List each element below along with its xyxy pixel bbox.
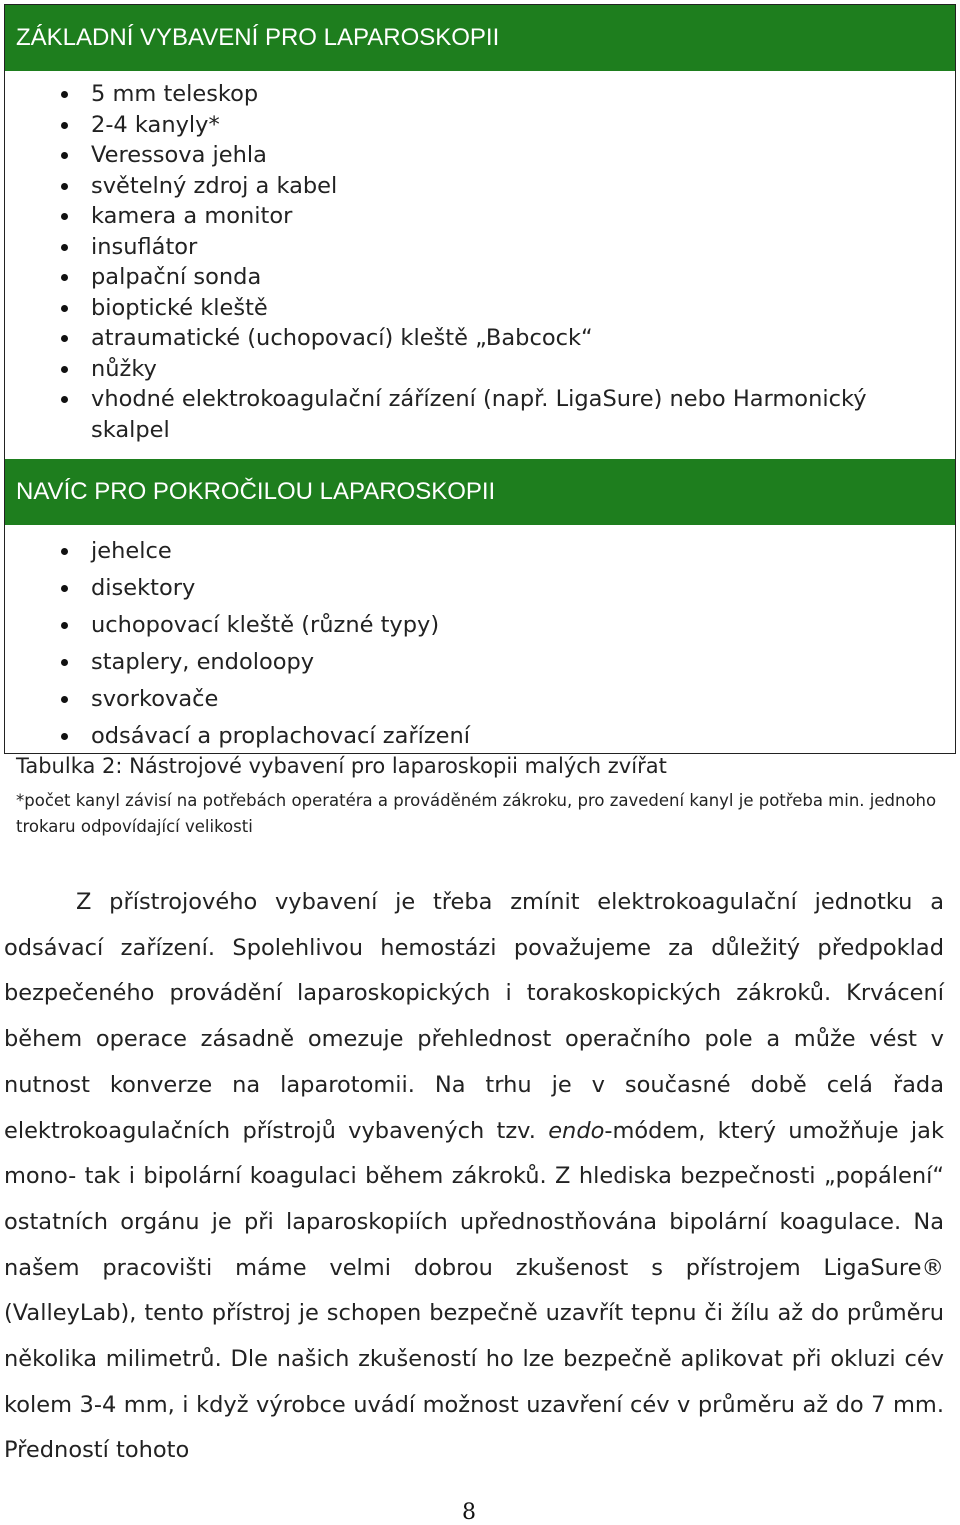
advanced-equipment-heading: NAVÍC PRO POKROČILOU LAPAROSKOPII [5,459,955,525]
list-item: palpační sonda [5,262,955,293]
body-paragraph [4,880,944,1474]
table-footnote: *počet kanyl závisí na potřebách operatéra a prováděném zákroku, pro zavedení kanyl je potřeba min. jednoho trokaru odpovídající velikosti [16,791,937,836]
advanced-equipment-list [5,533,955,755]
list-item: bioptické kleště [5,293,955,324]
list-item: Veressova jehla [5,140,955,171]
equipment-table [4,4,956,754]
page-number: 8 [462,1500,476,1525]
list-item: 5 mm teleskop [5,79,955,110]
list-item: staplery, endoloopy [5,644,955,681]
list-item: disektory [5,570,955,607]
list-item: jehelce [5,533,955,570]
paragraph-text-part1: Z přístrojového vybavení je třeba zmínit elektrokoagulační jednotku a odsávací zařízení. Spolehlivou hemostázi považujeme za důležitý předpoklad bezpečeného provádění laparoskopických i torakoskopických zákroků. Krvácení během operace zásadně omezuje přehlednost operačního pole a může vést v nutnost konverze na laparotomii. Na trhu je v současné době celá řada elektrokoagulačních přístrojů vybavených tzv. [4,889,944,1144]
basic-equipment-list [5,79,955,445]
list-item: uchopovací kleště (různé typy) [5,607,955,644]
list-item: atraumatické (uchopovací) kleště „Babcock“ [5,323,955,354]
list-item: nůžky [5,354,955,385]
list-item: kamera a monitor [5,201,955,232]
list-item: odsávací a proplachovací zařízení [5,718,955,755]
list-item: svorkovače [5,681,955,718]
basic-equipment-heading: ZÁKLADNÍ VYBAVENÍ PRO LAPAROSKOPII [5,5,955,71]
list-item: insuflátor [5,232,955,263]
table-caption: Tabulka 2: Nástrojové vybavení pro laparoskopii malých zvířat [16,754,667,778]
list-item: světelný zdroj a kabel [5,171,955,202]
list-item: vhodné elektrokoagulační zářízení (např. LigaSure) nebo Harmonický skalpel [5,384,955,445]
paragraph-text-part2: -módem, který umožňuje jak mono- tak i bipolární koagulaci během zákroků. Z hlediska bezpečnosti „popálení“ ostatních orgánu je při laparoskopiích upřednostňována bipolární koagulace. Na našem pracovišti máme velmi dobrou zkušenost s přístrojem LigaSure® (ValleyLab), tento přístroj je schopen bezpečně uzavřít tepnu či žílu až do průměru několika milimetrů. Dle našich zkušeností ho lze bezpečně aplikovat při okluzi cév kolem 3-4 mm, i když výrobce uvádí možnost uzavření cév v průměru až do 7 mm. Předností tohoto [4,1117,945,1464]
paragraph-italic-term: endo [548,1117,605,1144]
list-item: 2-4 kanyly* [5,110,955,141]
